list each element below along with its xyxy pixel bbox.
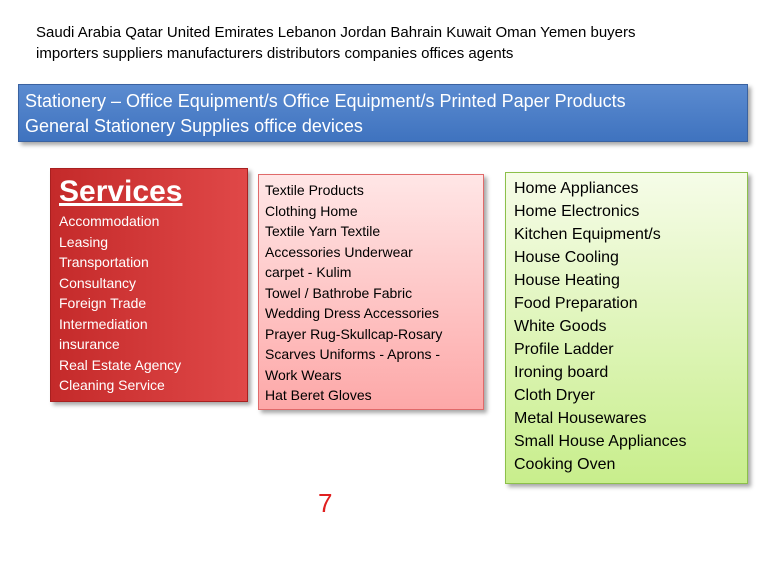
header-line: Saudi Arabia Qatar United Emirates Lebanon Jordan Bahrain Kuwait Oman Yemen buyers [36,24,636,41]
list-item: Cooking Oven [514,456,616,473]
header-line: importers suppliers manufacturers distributors companies offices agents [36,45,514,62]
textile-box [258,174,484,410]
list-item: Profile Ladder [514,341,614,358]
category-banner [18,84,748,142]
list-item: Clothing Home [265,202,358,219]
services-heading: Services [59,175,183,208]
list-item: Foreign Trade [59,295,147,311]
list-item: Transportation [59,254,149,270]
list-item: Hat Beret Gloves [265,387,372,403]
list-item: Cleaning Service [59,377,165,393]
list-item: Cloth Dryer [514,387,595,404]
list-item: Home Electronics [514,203,640,220]
home-appliances-box [505,172,748,484]
list-item: Real Estate Agency [59,356,182,373]
list-item: Leasing [59,233,109,250]
list-item: Textile Yarn Textile [265,223,381,239]
list-item: White Goods [514,318,607,335]
banner-line: General Stationery Supplies office devices [25,116,363,136]
list-item: Kitchen Equipment/s [514,226,661,243]
list-item: Metal Housewares [514,410,647,427]
list-item: insurance [59,336,120,352]
list-item: Ironing board [514,364,609,381]
list-item: Scarves Uniforms - Aprons - [265,346,441,362]
list-item: Towel / Bathrobe Fabric [265,284,413,301]
list-item: Home Appliances [514,180,639,197]
banner-line: Stationery – Office Equipment/s Office Equipment/s Printed Paper Products [25,91,626,111]
list-item: Wedding Dress Accessories [265,305,440,321]
list-item: Work Wears [265,366,342,383]
list-item: carpet - Kulim [265,264,352,280]
list-item: Accessories Underwear [265,243,413,260]
services-box [50,168,248,402]
list-item: Accommodation [59,213,160,229]
list-item: Small House Appliances [514,433,687,450]
page-number: 7 [318,488,333,518]
header-text [36,22,756,64]
list-item: Textile Products [265,182,364,198]
list-item: Food Preparation [514,295,638,312]
list-item: House Heating [514,272,620,289]
list-item: Prayer Rug-Skullcap-Rosary [265,325,443,342]
list-item: Intermediation [59,315,148,332]
list-item: Consultancy [59,274,137,291]
list-item: House Cooling [514,249,619,266]
